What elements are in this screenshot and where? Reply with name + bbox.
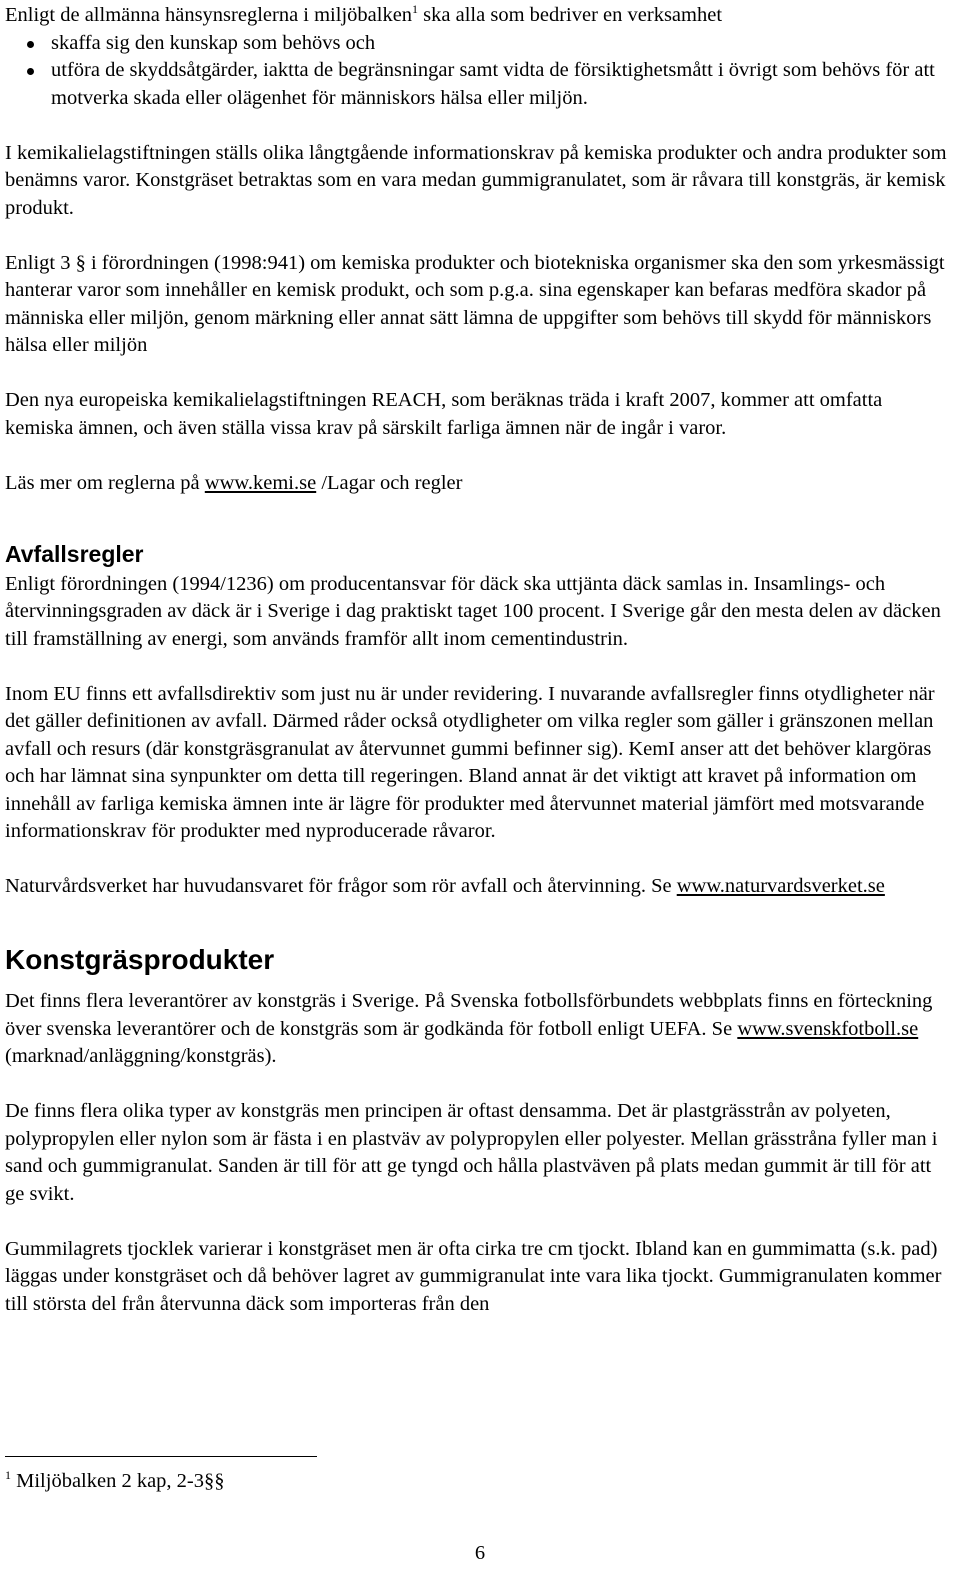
paragraph-waste-directive: Inom EU finns ett avfallsdirektiv som just nu är under revidering. I nuvarande avfallsregler finns otydligheter när det gäller definitionen av avfall. Därmed råder också otydligheter om vilka regler som gäller i gränszonen mellan avfall och resurs (där konstgräsgranulat av återvunnet gummi befinner sig). KemI anser att det behöver klargöras och har lämnat sina synpunkter om detta till regeringen. Bland annat är det viktigt att kravet på information om innehåll av farliga kemiska ämnen inte är lägre för produkter med återvunnet material jämfört med motsvarande informationskrav för produkter med nyproducerade råvaror. xyxy=(5,682,935,842)
footnote-separator xyxy=(5,1456,317,1457)
heading-artificial-turf-products: Konstgräsprodukter xyxy=(5,944,275,975)
footnote-reference[interactable]: 1 xyxy=(412,2,419,16)
footnote-number: 1 xyxy=(5,1468,11,1482)
intro-paragraph xyxy=(5,2,955,30)
bullet-item: utföra de skyddsåtgärder, iaktta de begränsningar samt vidta de försiktighetsmått i övrigt som behövs för att motverka skada eller olägenhet för människors hälsa eller miljön. xyxy=(5,57,955,112)
bullet-list xyxy=(5,30,955,113)
paragraph-regulation-marking: Enligt 3 § i förordningen (1998:941) om kemiska produkter och biotekniska organismer ska den som yrkesmässigt hanterar varor som innehåller en kemisk produkt, och som p.g.a. sina egenskaper kan befaras medföra skador på människa eller miljön, genom märkning eller annat sätt lämna de uppgifter som behövs till skydd för människors hälsa eller miljön xyxy=(5,251,945,356)
footnote-text: Miljöbalken 2 kap, 2-3§§ xyxy=(11,1470,225,1492)
paragraph-information-requirements: I kemikalielagstiftningen ställs olika långtgående informationskrav på kemiska produkter och andra produkter som benämns varor. Konstgräset betraktas som en vara medan gummigranulatet, som är råvara till konstgräs, är kemisk produkt. xyxy=(5,141,947,219)
page-number: 6 xyxy=(474,1542,486,1564)
svenskfotboll-link[interactable]: www.svenskfotboll.se xyxy=(737,1017,919,1040)
footnote xyxy=(5,1468,225,1495)
naturvardsverket-text: Naturvårdsverket har huvudansvaret för frågor som rör avfall och återvinning. Se xyxy=(5,875,677,897)
intro-text: Enligt de allmänna hänsynsreglerna i miljöbalken xyxy=(5,4,413,26)
paragraph-suppliers xyxy=(5,988,955,1071)
bullet-item: skaffa sig den kunskap som behövs och xyxy=(5,30,955,58)
paragraph-turf-types: De finns flera olika typer av konstgräs men principen är oftast densamma. Det är plastgrässtrån av polyeten, polypropylen eller nylon som är fästa i en plastväv av polypropylen eller polyester. Mellan grässtråna fyller man i sand och gummigranulat. Sanden är till för att ge tyngd och hålla plastväven på plats medan gummit är till för att ge svikt. xyxy=(5,1100,938,1205)
kemi-link[interactable]: www.kemi.se xyxy=(204,471,317,494)
read-more-after: /Lagar och regler xyxy=(316,471,463,494)
paragraph-producer-responsibility: Enligt förordningen (1994/1236) om producentansvar för däck ska uttjänta däck samlas in. Insamlings- och återvinningsgraden av däck är i Sverige i dag praktiskt taget 100 procent. I Sverige går den mesta delen av däcken till framställning av energi, som används framför allt inom cementindustrin. xyxy=(5,572,941,650)
suppliers-text-after: (marknad/anläggning/konstgräs). xyxy=(5,1045,277,1067)
paragraph-reach: Den nya europeiska kemikalielagstiftningen REACH, som beräknas träda i kraft 2007, kommer att omfatta kemiska ämnen, och även ställa vissa krav på särskilt farliga ämnen när de ingår i varor. xyxy=(5,389,883,439)
read-more-text: Läs mer om reglerna på xyxy=(5,471,205,494)
naturvardsverket-link[interactable]: www.naturvardsverket.se xyxy=(676,875,885,897)
document-page xyxy=(5,2,955,1318)
paragraph-naturvardsverket xyxy=(5,873,955,901)
heading-waste-rules: Avfallsregler xyxy=(5,540,144,567)
paragraph-rubber-layer: Gummilagrets tjocklek varierar i konstgräset men är ofta cirka tre cm tjockt. Ibland kan en gummimatta (s.k. pad) läggas under konstgräset och då behöver lagret av gummigranulat inte vara lika tjockt. Gummigranulaten kommer till största del från återvunna däck som importeras från den xyxy=(5,1237,942,1315)
suppliers-text: Det finns flera leverantörer av konstgräs i Sverige. På Svenska fotbollsförbundets webbplats finns en förteckning över svenska leverantörer och de konstgräs som är godkända för fotboll enligt UEFA. Se xyxy=(5,990,933,1040)
intro-text-after: ska alla som bedriver en verksamhet xyxy=(418,4,723,26)
paragraph-read-more xyxy=(5,470,955,498)
